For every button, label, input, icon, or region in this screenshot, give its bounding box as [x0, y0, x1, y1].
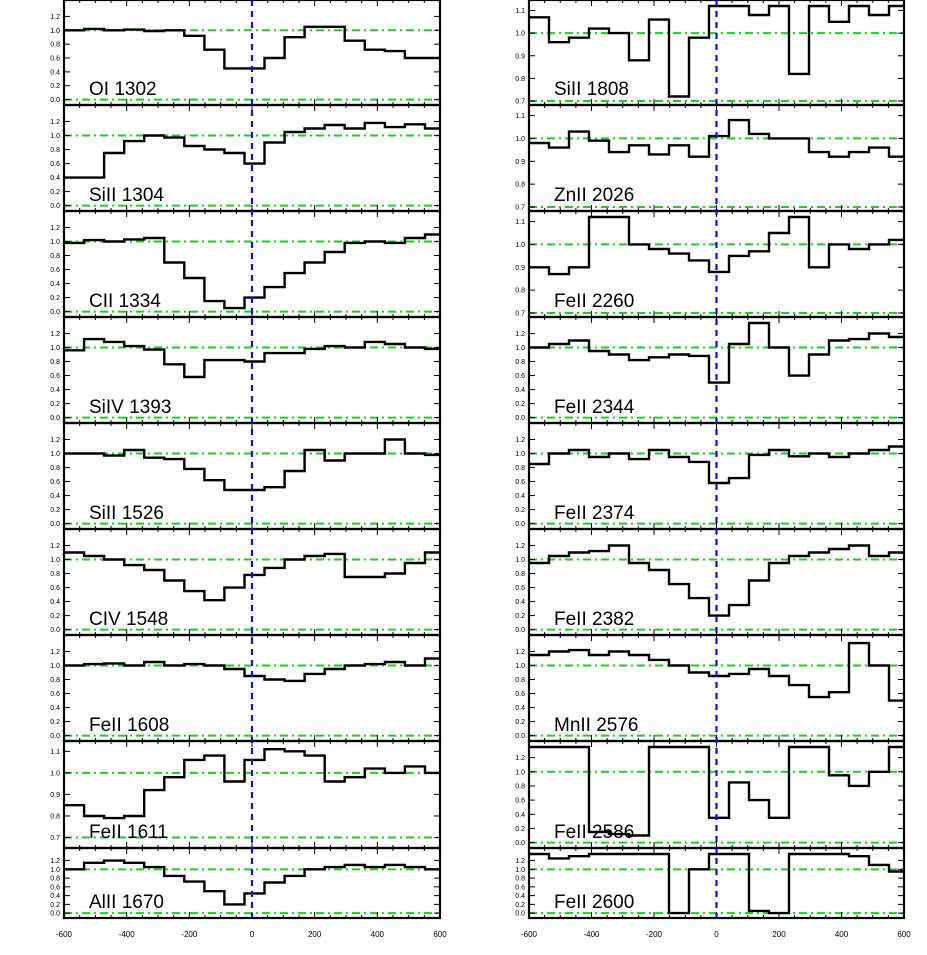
- y-tick-label: 0.8: [50, 571, 60, 579]
- panel-label: SiIV 1393: [89, 397, 172, 418]
- y-tick-label: 1.1: [515, 219, 525, 227]
- panel-1-3: [50, 211, 440, 317]
- y-tick-label: 1.0: [515, 663, 525, 671]
- y-tick-label: 0.6: [515, 884, 525, 892]
- y-tick-label: 0.4: [515, 387, 525, 395]
- y-tick-label: 0.8: [50, 465, 60, 473]
- x-tick-label: -600: [55, 930, 73, 939]
- y-tick-label: 1.0: [50, 557, 60, 565]
- y-tick-label: 0.2: [515, 719, 525, 727]
- y-tick-label: 0.6: [50, 884, 60, 892]
- y-tick-label: 0.6: [50, 479, 60, 487]
- x-tick-label: 400: [834, 930, 849, 939]
- y-tick-label: 0.8: [50, 875, 60, 883]
- y-tick-label: 1.0: [515, 866, 525, 874]
- y-tick-label: 0.2: [50, 901, 60, 909]
- y-tick-label: 1.2: [515, 649, 525, 657]
- y-tick-label: 1.0: [50, 663, 60, 671]
- y-tick-label: 1.2: [50, 543, 60, 551]
- y-tick-label: 0.6: [515, 797, 525, 805]
- panel-1-1: [50, 0, 440, 105]
- y-tick-label: 0.4: [50, 705, 60, 713]
- y-tick-label: 0.7: [515, 204, 525, 212]
- panel-label: OI 1302: [89, 79, 157, 100]
- y-tick-label: 0.0: [50, 733, 60, 741]
- y-tick-label: 1.2: [50, 119, 60, 127]
- y-tick-label: 0.8: [515, 287, 525, 295]
- y-tick-label: 0.8: [515, 677, 525, 685]
- y-tick-label: 0.0: [515, 910, 525, 918]
- y-tick-label: 1.2: [50, 649, 60, 657]
- y-tick-label: 0.0: [515, 840, 525, 848]
- panel-label: MnII 2576: [554, 715, 639, 736]
- y-tick-label: 0.7: [515, 310, 525, 318]
- y-tick-label: 0.0: [50, 97, 60, 105]
- y-tick-label: 0.2: [50, 401, 60, 409]
- y-tick-label: 0.2: [515, 901, 525, 909]
- y-tick-label: 1.2: [515, 755, 525, 763]
- y-tick-label: 0.0: [50, 203, 60, 211]
- y-tick-label: 0.2: [515, 613, 525, 621]
- y-tick-label: 1.2: [50, 437, 60, 445]
- y-tick-label: 0.2: [50, 719, 60, 727]
- x-tick-label: -400: [583, 930, 600, 939]
- panel-label: AlII 1670: [89, 892, 164, 913]
- x-tick-label: 600: [433, 930, 447, 939]
- y-tick-label: 0.9: [515, 264, 525, 272]
- y-tick-label: 0.8: [50, 253, 60, 261]
- y-tick-label: 0.4: [50, 69, 60, 77]
- y-tick-label: 1.1: [515, 8, 525, 16]
- y-tick-label: 0.2: [515, 401, 525, 409]
- y-tick-label: 0.4: [515, 893, 525, 901]
- y-tick-label: 1.0: [50, 451, 60, 459]
- y-tick-label: 1.1: [50, 748, 60, 756]
- y-tick-label: 0.9: [50, 791, 60, 799]
- panel-2-4: [515, 317, 904, 423]
- y-tick-label: 1.0: [515, 557, 525, 565]
- y-tick-label: 1.0: [50, 866, 60, 874]
- y-tick-label: 0.0: [515, 627, 525, 635]
- panel-2-2: [515, 105, 904, 212]
- y-tick-label: 0.7: [515, 98, 525, 106]
- y-tick-label: 0.4: [515, 705, 525, 713]
- panel-label: FeII 2344: [554, 397, 635, 418]
- y-tick-label: 0.6: [50, 267, 60, 275]
- y-tick-label: 0.7: [50, 835, 60, 843]
- y-tick-label: 0.4: [50, 387, 60, 395]
- y-tick-label: 0.8: [50, 813, 60, 821]
- panel-label: FeII 2600: [554, 892, 635, 913]
- y-tick-label: 0.6: [50, 691, 60, 699]
- panel-column-2: [515, 0, 911, 939]
- y-tick-label: 0.6: [515, 479, 525, 487]
- panel-label: FeII 2260: [554, 291, 635, 312]
- x-tick-label: 400: [370, 930, 385, 939]
- y-tick-label: 1.0: [515, 451, 525, 459]
- panel-1-5: [50, 423, 440, 529]
- y-tick-label: 1.2: [515, 858, 525, 866]
- y-tick-label: 0.0: [515, 521, 525, 529]
- panel-label: SiII 1526: [89, 503, 164, 524]
- y-tick-label: 1.0: [515, 241, 525, 249]
- panel-label: FeII 1611: [89, 822, 168, 843]
- y-tick-label: 1.2: [50, 13, 60, 21]
- y-tick-label: 0.0: [515, 733, 525, 741]
- y-tick-label: 0.8: [515, 783, 525, 791]
- panel-label: FeII 2382: [554, 609, 635, 630]
- y-tick-label: 0.4: [50, 281, 60, 289]
- y-tick-label: 0.0: [515, 415, 525, 423]
- y-tick-label: 0.8: [515, 465, 525, 473]
- x-tick-label: 600: [897, 930, 911, 939]
- y-tick-label: 1.0: [50, 133, 60, 141]
- y-tick-label: 1.2: [515, 437, 525, 445]
- y-tick-label: 0.8: [50, 41, 60, 49]
- y-tick-label: 0.2: [50, 295, 60, 303]
- panel-label: SiII 1304: [89, 185, 164, 206]
- panel-column-1: [50, 0, 447, 939]
- panel-label: FeII 1608: [89, 715, 170, 736]
- panel-1-2: [50, 105, 440, 211]
- panel-label: SiII 1808: [554, 79, 629, 100]
- y-tick-label: 0.0: [50, 309, 60, 317]
- y-tick-label: 1.2: [515, 331, 525, 339]
- y-tick-label: 0.2: [50, 189, 60, 197]
- y-tick-label: 0.8: [515, 181, 525, 189]
- y-tick-label: 1.0: [50, 27, 60, 35]
- x-tick-label: 200: [307, 930, 322, 939]
- panel-label: FeII 2586: [554, 822, 635, 843]
- y-tick-label: 0.2: [50, 507, 60, 515]
- y-tick-label: 0.9: [515, 53, 525, 61]
- panel-1-9: [50, 848, 440, 918]
- panel-1-8: [50, 741, 440, 848]
- y-tick-label: 0.4: [50, 175, 60, 183]
- y-tick-label: 1.0: [515, 769, 525, 777]
- y-tick-label: 0.8: [50, 147, 60, 155]
- x-tick-label: 0: [714, 930, 719, 939]
- y-tick-label: 0.0: [50, 521, 60, 529]
- panel-label: CII 1334: [89, 291, 161, 312]
- y-tick-label: 0.6: [50, 161, 60, 169]
- y-tick-label: 0.6: [50, 373, 60, 381]
- panel-2-8: [515, 741, 904, 848]
- y-tick-label: 0.6: [515, 585, 525, 593]
- y-tick-label: 0.4: [50, 493, 60, 501]
- x-tick-label: -600: [520, 930, 538, 939]
- y-tick-label: 0.2: [515, 825, 525, 833]
- y-tick-label: 0.4: [50, 599, 60, 607]
- x-tick-label: -400: [118, 930, 135, 939]
- y-tick-label: 1.0: [50, 345, 60, 353]
- y-tick-label: 0.4: [515, 599, 525, 607]
- y-tick-label: 0.9: [515, 158, 525, 166]
- x-tick-label: 0: [249, 930, 255, 939]
- y-tick-label: 1.0: [50, 239, 60, 247]
- y-tick-label: 0.8: [515, 875, 525, 883]
- panel-2-6: [515, 529, 904, 635]
- panel-2-3: [515, 211, 904, 318]
- y-tick-label: 1.2: [515, 543, 525, 551]
- y-tick-label: 0.6: [50, 585, 60, 593]
- x-tick-label: 200: [772, 930, 786, 939]
- x-tick-label: -200: [645, 930, 663, 939]
- y-tick-label: 0.2: [50, 83, 60, 91]
- y-tick-label: 0.8: [515, 359, 525, 367]
- panel-2-9: [515, 848, 904, 918]
- y-tick-label: 0.4: [50, 893, 60, 901]
- y-tick-label: 1.0: [515, 135, 525, 143]
- panel-1-4: [50, 317, 440, 423]
- panel-label: CIV 1548: [89, 609, 169, 630]
- y-tick-label: 0.8: [50, 677, 60, 685]
- panel-1-6: [50, 529, 440, 635]
- y-tick-label: 0.6: [515, 373, 525, 381]
- panel-1-7: [50, 635, 440, 741]
- panel-2-5: [515, 423, 904, 529]
- y-tick-label: 1.0: [50, 770, 60, 778]
- y-tick-label: 1.2: [50, 858, 60, 866]
- x-tick-label: -200: [181, 930, 198, 939]
- y-tick-label: 0.8: [515, 75, 525, 83]
- y-tick-label: 0.6: [515, 691, 525, 699]
- y-tick-label: 0.2: [50, 613, 60, 621]
- y-tick-label: 0.0: [50, 627, 60, 635]
- y-tick-label: 0.0: [50, 415, 60, 423]
- panel-2-7: [515, 635, 904, 741]
- y-tick-label: 1.0: [515, 345, 525, 353]
- panel-label: ZnII 2026: [554, 185, 635, 206]
- panel-label: FeII 2374: [554, 503, 635, 524]
- y-tick-label: 1.1: [515, 113, 525, 121]
- y-tick-label: 1.2: [50, 331, 60, 339]
- y-tick-label: 0.2: [515, 507, 525, 515]
- y-tick-label: 1.2: [50, 225, 60, 233]
- y-tick-label: 0.0: [50, 910, 60, 918]
- panel-2-1: [515, 0, 904, 106]
- y-tick-label: 0.4: [515, 493, 525, 501]
- y-tick-label: 0.8: [50, 359, 60, 367]
- y-tick-label: 0.6: [50, 55, 60, 63]
- y-tick-label: 1.0: [515, 30, 525, 38]
- y-tick-label: 0.8: [515, 571, 525, 579]
- y-tick-label: 0.4: [515, 811, 525, 819]
